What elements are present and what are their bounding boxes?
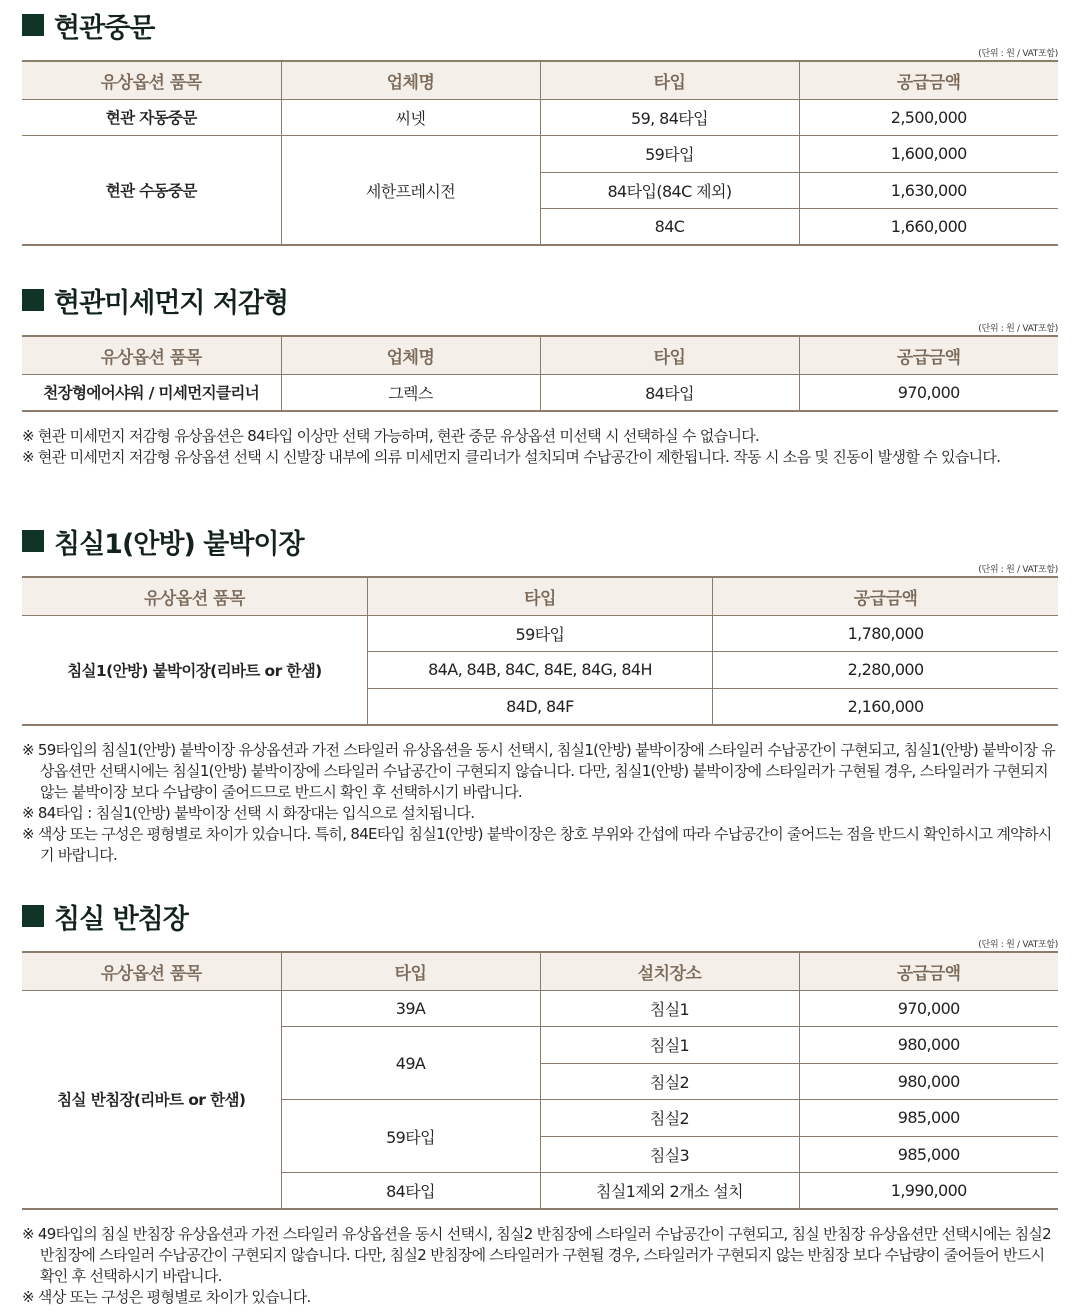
table-row	[22, 374, 1058, 411]
square-bullet-icon	[22, 905, 44, 927]
vendor-cell: 그렉스	[281, 374, 540, 411]
title-text: 현관미세먼지 저감형	[54, 287, 289, 319]
section-dust-reduction	[22, 283, 1058, 468]
table-row	[22, 99, 1058, 136]
item-cell: 침실1(안방) 붙박이장(리바트 or 한샘)	[22, 615, 367, 725]
unit-note: (단위 : 원 / VAT포함)	[978, 324, 1058, 334]
vendor-cell: 세한프레시전	[281, 136, 540, 246]
price-cell: 1,630,000	[799, 172, 1058, 209]
header-cell: 업체명	[281, 61, 540, 99]
price-cell: 1,780,000	[713, 615, 1058, 652]
item-cell: 현관 자동중문	[22, 99, 281, 136]
place-cell: 침실2	[540, 1063, 799, 1100]
type-cell: 59타입	[540, 136, 799, 173]
header-cell: 타입	[540, 336, 799, 374]
square-bullet-icon	[22, 289, 44, 311]
title-text: 침실 반침장	[54, 903, 188, 935]
note: ※ 현관 미세먼지 저감형 유상옵션 선택 시 신발장 내부에 의류 미세먼지 클리너가 설치되며 수납공간이 제한됩니다. 작동 시 소음 및 진동이 발생할 수 있습니다.	[22, 447, 1001, 466]
item-cell: 침실 반침장(리바트 or 한샘)	[22, 990, 281, 1209]
header-cell: 업체명	[281, 336, 540, 374]
note: ※ 49타입의 침실 반침장 유상옵션과 가전 스타일러 유상옵션을 동시 선택시, 침실2 반침장에 스타일러 수납공간이 구현되고, 침실 반침장 유상옵션만 선택시에는 침실2 반침장에 스타일러 수납공간이 구현되지 않습니다. 다만, 침실2 반침장에 스타일러가 구현될 경우, 스타일러가 구현되지 않는 반침장 보다 수납량이 줄어들어 반드시 확인 후 선택하시기 바랍니다.	[22, 1225, 1052, 1285]
header-cell: 공급금액	[799, 952, 1058, 990]
header-cell: 공급금액	[799, 336, 1058, 374]
header-cell: 타입	[281, 952, 540, 990]
title-text: 현관중문	[54, 12, 155, 44]
table-header	[22, 336, 1058, 374]
type-cell: 59타입	[367, 615, 712, 652]
type-cell: 84타입	[540, 374, 799, 411]
section-title	[22, 8, 1058, 42]
price-cell: 980,000	[799, 1027, 1058, 1064]
place-cell: 침실1제외 2개소 설치	[540, 1173, 799, 1210]
header-cell: 타입	[540, 61, 799, 99]
type-cell: 39A	[281, 990, 540, 1027]
type-cell: 84타입(84C 제외)	[540, 172, 799, 209]
place-cell: 침실1	[540, 1027, 799, 1064]
title-text: 침실1(안방) 붙박이장	[54, 528, 304, 560]
section-master-closet	[22, 524, 1058, 866]
price-cell: 985,000	[799, 1136, 1058, 1173]
table-row	[22, 615, 1058, 652]
note: ※ 84타입 : 침실1(안방) 붙박이장 선택 시 화장대는 입식으로 설치됩니다.	[22, 803, 475, 822]
header-cell: 공급금액	[713, 577, 1058, 615]
place-cell: 침실3	[540, 1136, 799, 1173]
section-title	[22, 899, 1058, 933]
place-cell: 침실2	[540, 1100, 799, 1137]
unit-note: (단위 : 원 / VAT포함)	[978, 49, 1058, 59]
type-cell: 84C	[540, 209, 799, 246]
header-cell: 유상옵션 품목	[22, 952, 281, 990]
table-header	[22, 577, 1058, 615]
item-cell: 천장형에어샤워 / 미세먼지클리너	[22, 374, 281, 411]
table-header	[22, 952, 1058, 990]
square-bullet-icon	[22, 14, 44, 36]
square-bullet-icon	[22, 530, 44, 552]
section-title	[22, 283, 1058, 317]
price-cell: 2,500,000	[799, 99, 1058, 136]
place-cell: 침실1	[540, 990, 799, 1027]
notes	[22, 740, 1058, 866]
price-cell: 1,990,000	[799, 1173, 1058, 1210]
type-cell: 49A	[281, 1027, 540, 1100]
price-cell: 980,000	[799, 1063, 1058, 1100]
unit-note: (단위 : 원 / VAT포함)	[978, 940, 1058, 950]
price-table	[22, 951, 1058, 1210]
notes	[22, 426, 1058, 468]
header-cell: 유상옵션 품목	[22, 577, 367, 615]
item-cell: 현관 수동중문	[22, 136, 281, 246]
type-cell: 59타입	[281, 1100, 540, 1173]
type-cell: 84D, 84F	[367, 688, 712, 725]
unit-note: (단위 : 원 / VAT포함)	[978, 565, 1058, 575]
price-cell: 985,000	[799, 1100, 1058, 1137]
price-cell: 2,160,000	[713, 688, 1058, 725]
table-header	[22, 61, 1058, 99]
price-cell: 1,600,000	[799, 136, 1058, 173]
header-cell: 공급금액	[799, 61, 1058, 99]
header-cell: 타입	[367, 577, 712, 615]
table-row	[22, 990, 1058, 1027]
table-row	[22, 136, 1058, 173]
price-cell: 2,280,000	[713, 652, 1058, 689]
type-cell: 59, 84타입	[540, 99, 799, 136]
note: ※ 59타입의 침실1(안방) 붙박이장 유상옵션과 가전 스타일러 유상옵션을 동시 선택시, 침실1(안방) 붙박이장에 스타일러 수납공간이 구현되고, 침실1(안방) 붙박이장 유상옵션만 선택시에는 침실1(안방) 붙박이장에 스타일러 수납공간이 구현되지 않습니다. 다만, 침실1(안방) 붙박이장에 스타일러가 구현될 경우, 스타일러가 구현되지 않는 붙박이장 보다 수납량이 줄어드므로 반드시 확인 후 선택하시기 바랍니다.	[22, 740, 1056, 801]
header-cell: 설치장소	[540, 952, 799, 990]
header-cell: 유상옵션 품목	[22, 61, 281, 99]
note: ※ 색상 또는 구성은 평형별로 차이가 있습니다. 특히, 84E타입 침실1(안방) 붙박이장은 창호 부위와 간섭에 따라 수납공간이 줄어드는 점을 반드시 확인하시고 계약하시기 바랍니다.	[22, 824, 1052, 864]
price-cell: 970,000	[799, 990, 1058, 1027]
price-table	[22, 335, 1058, 412]
price-cell: 970,000	[799, 374, 1058, 411]
type-cell: 84A, 84B, 84C, 84E, 84G, 84H	[367, 652, 712, 689]
type-cell: 84타입	[281, 1173, 540, 1210]
section-entrance-door	[22, 8, 1058, 246]
note: ※ 색상 또는 구성은 평형별로 차이가 있습니다.	[22, 1288, 311, 1306]
vendor-cell: 씨넷	[281, 99, 540, 136]
notes	[22, 1224, 1058, 1308]
section-title	[22, 524, 1058, 558]
note: ※ 현관 미세먼지 저감형 유상옵션은 84타입 이상만 선택 가능하며, 현관 중문 유상옵션 미선택 시 선택하실 수 없습니다.	[22, 426, 760, 445]
price-table	[22, 60, 1058, 246]
price-table	[22, 576, 1058, 726]
header-cell: 유상옵션 품목	[22, 336, 281, 374]
price-cell: 1,660,000	[799, 209, 1058, 246]
section-bedroom-closet	[22, 899, 1058, 1308]
